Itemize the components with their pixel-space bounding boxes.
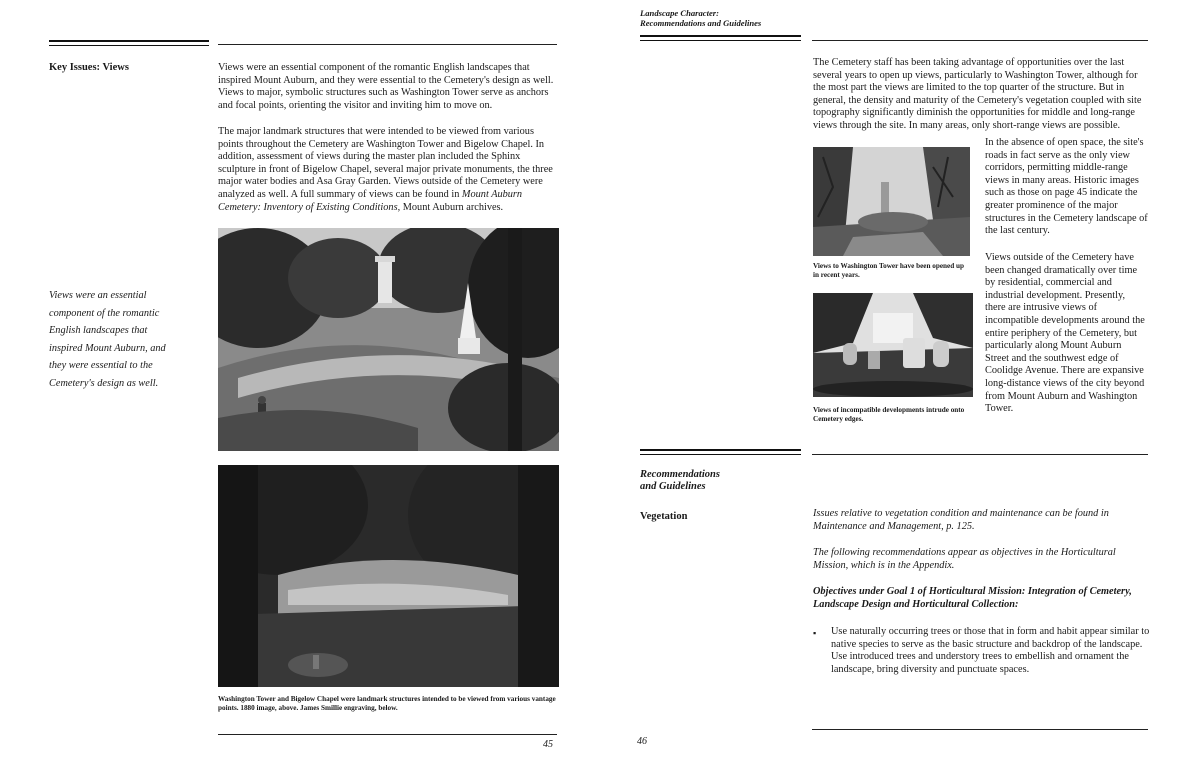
recommendations-heading-line-2: and Guidelines bbox=[640, 481, 706, 492]
left-footer-rule bbox=[218, 734, 557, 735]
vegetation-label: Vegetation bbox=[640, 511, 688, 522]
photo-smillie-engraving bbox=[218, 465, 559, 687]
left-paragraph-2-start: The major landmark structures that were intended to be viewed from various points throughout the Cemetery are Washington Tower and Bigelow Chapel. In addition, assessment of views during the master plan included the Sphinx sculpture in front of Bigelow Chapel, several major private monuments, the three major water bodies and Asa Gray Garden. Views outside of the Cemetery were analyzed as well. A full summary of views can be found in bbox=[218, 126, 553, 200]
right-footer-rule bbox=[812, 729, 1148, 730]
left-header-double-rule bbox=[49, 40, 209, 46]
right-header-double-rule bbox=[640, 35, 801, 41]
left-paragraph-1 bbox=[218, 62, 558, 112]
recommendations-heading bbox=[640, 469, 720, 493]
bullet-item-1-text: Use naturally occurring trees or those that in form and habit appear similar to native species to serve as the basic structure and backdrop of the landscape. Use introduced trees and understory trees to embellish and ornament the landscape, bring diversity and punctuate spaces. bbox=[831, 626, 1150, 675]
photo-1880-washington-tower bbox=[218, 228, 559, 451]
recommendations-heading-line-1: Recommendations bbox=[640, 469, 720, 480]
vegetation-paragraph-1: Issues relative to vegetation condition and maintenance can be found in Maintenance and Management, p. 125. bbox=[813, 508, 1109, 532]
right-paragraph-1: The Cemetery staff has been taking advantage of opportunities over the last several years to open up views, particularly to Washington Tower, although for the most part the views are limited to the top quarter of the structure. But in general, the density and maturity of the Cemetery's vegetation coupled with site topography significantly diminish the opportunities for middle and long-range views through the site. In many areas, only short-range views are possible. bbox=[813, 57, 1142, 131]
left-photo-caption: Washington Tower and Bigelow Chapel were landmark structures intended to be viewed from various vantage points. 1880 image, above. James Smillie engraving, below. bbox=[218, 695, 556, 712]
right-paragraph-3: Views outside of the Cemetery have been changed dramatically over time by residential, commercial and industrial development. Presently, there are intrusive views of incompatible developments around the entire periphery of the Cemetery, but particularly along Mount Auburn Street and the southwest edge of Coolidge Avenue. There are expansive long-distance views of the city beyond from Mount Auburn and Washington Tower. bbox=[985, 252, 1145, 415]
running-head-line-1: Landscape Character: bbox=[640, 8, 720, 18]
recommendations-double-rule bbox=[640, 449, 801, 455]
bullet-item-1 bbox=[813, 626, 1150, 676]
horticultural-objectives-heading: Objectives under Goal 1 of Horticultural Mission: Integration of Cemetery, Landscape Design and Horticultural Collection: bbox=[813, 586, 1132, 610]
left-paragraph-2 bbox=[218, 126, 558, 214]
page-number-45: 45 bbox=[543, 739, 553, 750]
vegetation-paragraph-2: The following recommendations appear as objectives in the Horticultural Mission, which is in the Appendix. bbox=[813, 547, 1116, 571]
page-number-46: 46 bbox=[637, 736, 647, 747]
running-head-line-2: Recommendations and Guidelines bbox=[640, 18, 762, 28]
section-label-key-issues: Key Issues: Views bbox=[49, 62, 129, 73]
recommendations-rule bbox=[812, 454, 1148, 455]
photo-incompatible-developments bbox=[813, 293, 973, 397]
pull-quote: Views were an essential component of the romantic English landscapes that inspired Mount Auburn, and they were essential to the Cemetery's design as well. bbox=[49, 290, 166, 389]
caption-washington-tower: Views to Washington Tower have been opened up in recent years. bbox=[813, 262, 965, 279]
running-head bbox=[640, 8, 761, 28]
inventory-citation: Mount Auburn Cemetery: Inventory of Existing Conditions, bbox=[218, 188, 523, 213]
right-paragraph-2: In the absence of open space, the site's roads in fact serve as the only view corridors, permitting middle-range views in many areas. Historic images such as those on page 45 indicate the greater prominence of the major structures in the Cemetery landscape of the last century. bbox=[985, 137, 1148, 237]
left-paragraph-2-end: Mount Auburn archives. bbox=[400, 201, 504, 213]
right-header-rule bbox=[812, 40, 1148, 41]
left-paragraph-1-text: Views were an essential component of the romantic English landscapes that inspired Mount Auburn, and they were essential to the Cemetery's design as well. Views to major, symbolic structures such as Washington Tower serve as anchors and focal points, orienting the visitor and inviting him to move on. bbox=[218, 62, 554, 111]
photo-washington-tower-view bbox=[813, 147, 970, 256]
caption-incompatible-developments: Views of incompatible developments intrude onto Cemetery edges. bbox=[813, 406, 965, 423]
bullet-icon: ▪ bbox=[813, 628, 817, 638]
left-header-rule bbox=[218, 44, 557, 45]
